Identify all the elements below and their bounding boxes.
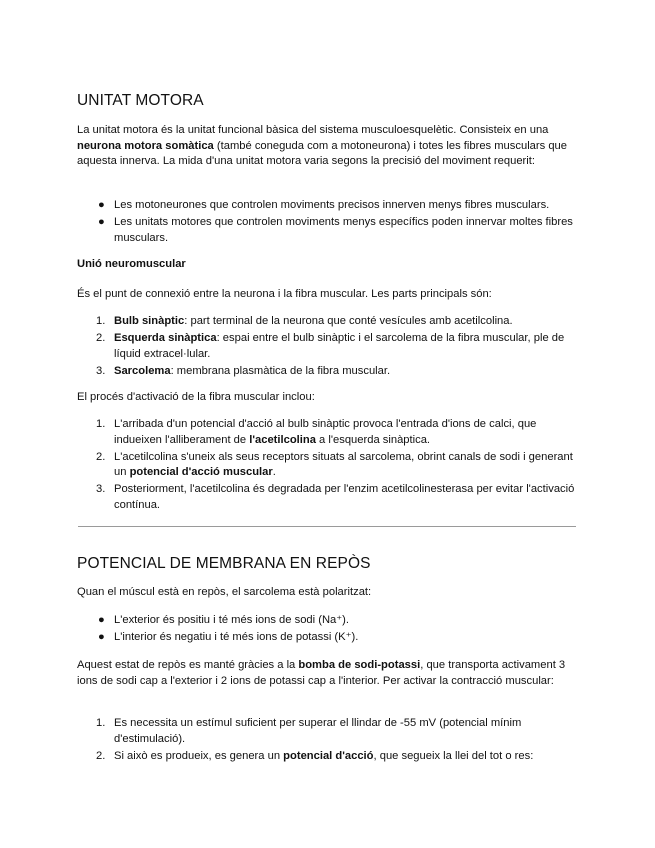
list-item: 1. Bulb sinàptic: part terminal de la neurona que conté vesícules amb acetilcolina. (96, 315, 513, 327)
heading-potencial-membrana: POTENCIAL DE MEMBRANA EN REPÒS (77, 555, 371, 572)
nmj-parts-list (77, 314, 582, 381)
list-item: ● Les unitats motores que controlen moviments menys específics poden innervar moltes fibres musculars. (98, 216, 573, 244)
bullet-icon: ● (98, 631, 105, 644)
term-bomba-sodi-potassi: bomba de sodi-potassi (298, 659, 421, 671)
section-divider (78, 526, 576, 527)
list-item: ● L'exterior és positiu i té més ions de sodi (Na⁺). (77, 613, 582, 629)
rest-intro: Quan el múscul està en repòs, el sarcolema està polaritzat: (77, 586, 372, 598)
list-item: 1. Es necessita un estímul suficient per superar el llindar de -55 mV (potencial mínim d'estimulació). (96, 717, 522, 745)
list-item: 1. L'arribada d'un potencial d'acció al bulb sinàptic provoca l'entrada d'ions de calci, que indueixen l'alliberament de l'acetilcolina a l'esquerda sinàptica. (96, 418, 537, 446)
motor-unit-bullets (77, 198, 582, 248)
list-item: 2. L'acetilcolina s'uneix als seus receptors situats al sarcolema, obrint canals de sodi i generant un potencial d'acció muscular. (96, 450, 573, 479)
list-item: 3. Posteriorment, l'acetilcolina és degradada per l'enzim acetilcolinesterasa per evitar l'activació contínua. (96, 483, 575, 511)
bullet-icon: ● (98, 216, 105, 229)
bullet-icon: ● (98, 199, 105, 211)
list-item: 3. Sarcolema: membrana plasmàtica de la fibra muscular. (96, 364, 391, 377)
term-neurona-motora: neurona motora somàtica (77, 139, 214, 152)
list-item: ● Les motoneurones que controlen moviments precisos innerven menys fibres musculars. (77, 198, 582, 214)
list-item: 2. Esquerda sinàptica: espai entre el bulb sinàptic i el sarcolema de la fibra muscular, ple de líquid extracel·lular. (96, 332, 565, 360)
polarization-bullets (77, 613, 582, 647)
list-item: 2. Si això es produeix, es genera un potencial d'acció, que segueix la llei del tot o res: (96, 749, 534, 762)
contraction-steps (77, 716, 582, 766)
heading-unitat-motora: UNITAT MOTORA (77, 92, 204, 109)
activation-steps (77, 417, 582, 515)
activation-intro: El procés d'activació de la fibra muscular inclou: (77, 391, 315, 403)
intro-paragraph: La unitat motora és la unitat funcional bàsica del sistema musculoesquelètic. Consisteix en una neurona motora somàtica (també coneguda com a motoneurona) i totes les fibres musculars que aquesta innerva. La mida d'una unitat motora varia segons la precisió del moviment requerit: (77, 124, 567, 168)
nmj-intro: És el punt de connexió entre la neurona i la fibra muscular. Les parts principals són: (77, 288, 492, 300)
pump-paragraph: Aquest estat de repòs es manté gràcies a la bomba de sodi-potassi, que transporta activament 3 ions de sodi cap a l'exterior i 2 ions de potassi cap a l'interior. Per activar la contracció muscular: (77, 659, 566, 687)
list-item: ● L'interior és negatiu i té més ions de potassi (K⁺). (77, 630, 582, 646)
subheading-unio-neuromuscular: Unió neuromuscular (77, 258, 186, 270)
bullet-icon: ● (98, 614, 105, 626)
